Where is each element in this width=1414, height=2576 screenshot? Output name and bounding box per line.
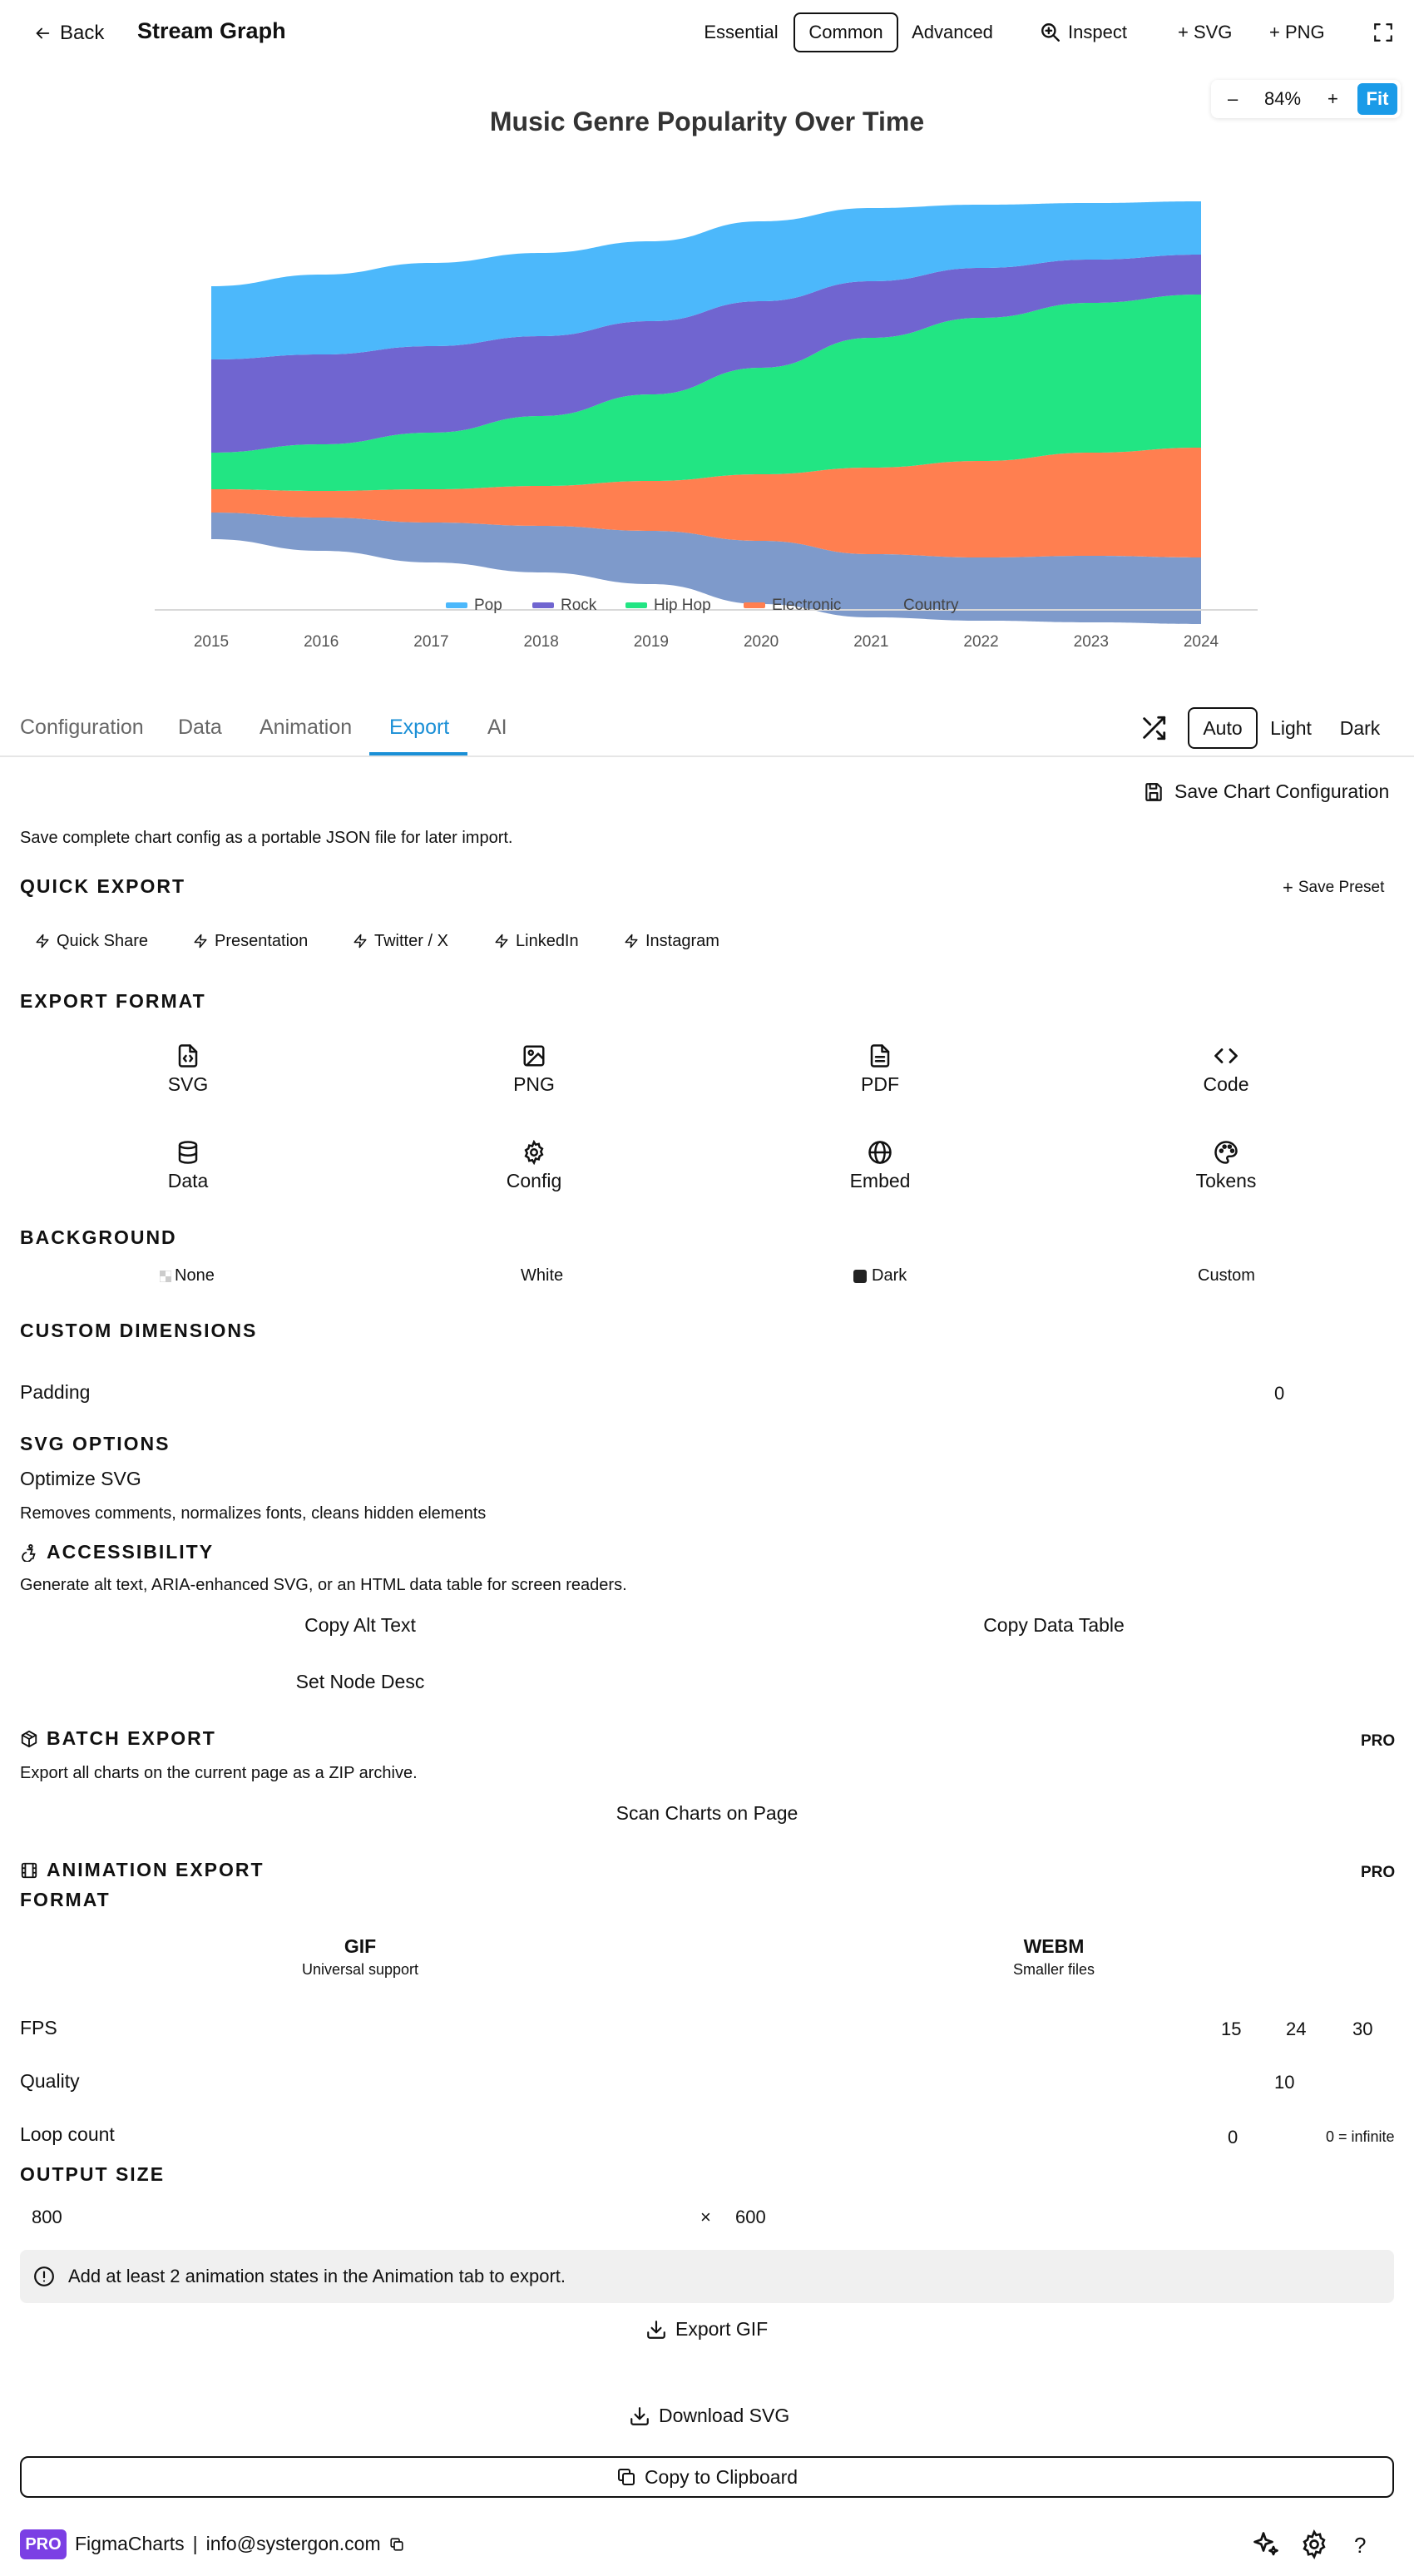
film-icon [20, 1861, 38, 1880]
accessibility-header [20, 1541, 214, 1563]
theme-light[interactable]: Light [1270, 716, 1312, 739]
times-symbol: × [700, 2207, 711, 2227]
gear-icon [1299, 2529, 1329, 2559]
brand-name: FigmaCharts [75, 2533, 185, 2554]
background-none-option[interactable] [160, 1266, 215, 1286]
quick-export-instagram[interactable] [624, 929, 719, 954]
gif-desc: Universal support [301, 1961, 419, 1978]
background-label: None [175, 1266, 215, 1285]
accessibility-desc: Generate alt text, ARIA-enhanced SVG, or an HTML data table for screen readers. [20, 1576, 627, 1594]
format-png-button[interactable] [434, 1043, 634, 1096]
accessibility-heading: ACCESSIBILITY [47, 1541, 215, 1563]
mode-common[interactable]: Common [794, 12, 898, 52]
add-png-button[interactable]: + PNG [1269, 22, 1325, 42]
database-icon [176, 1140, 200, 1165]
batch-export-heading: BATCH EXPORT [47, 1727, 216, 1749]
quick-export-twitter[interactable] [353, 929, 448, 954]
set-node-desc-button[interactable]: Set Node Desc [295, 1671, 425, 1692]
format-label: Code [1203, 1073, 1249, 1095]
footer-brand [75, 2533, 404, 2555]
inspect-label: Inspect [1068, 22, 1127, 42]
background-dark-option[interactable] [853, 1266, 907, 1286]
stream-chart [0, 158, 1414, 666]
zap-icon [494, 933, 509, 949]
x-tick-label: 2015 [193, 633, 230, 651]
fps-option-24[interactable]: 24 [1286, 2019, 1307, 2039]
padding-label: Padding [20, 1381, 91, 1403]
optimize-svg-toggle[interactable]: Optimize SVG [20, 1468, 141, 1489]
loop-count-hint: 0 = infinite [1326, 2128, 1395, 2145]
animation-pro-badge: PRO [1361, 1864, 1396, 1881]
brand-separator: | [192, 2533, 198, 2554]
mode-advanced[interactable]: Advanced [912, 22, 993, 42]
copy-to-clipboard-label: Copy to Clipboard [644, 2465, 798, 2488]
notice-text: Add at least 2 animation states in the Animation tab to export. [68, 2266, 566, 2286]
download-icon [645, 2319, 667, 2341]
export-format-heading: EXPORT FORMAT [20, 990, 206, 1012]
quick-export-heading: QUICK EXPORT [20, 875, 186, 897]
quick-export-label: Quick Share [57, 931, 149, 950]
settings-button[interactable] [1299, 2529, 1329, 2564]
save-config-desc: Save complete chart config as a portable JSON file for later import. [20, 829, 513, 847]
zap-icon [35, 933, 50, 949]
quick-export-linkedin[interactable] [494, 929, 579, 954]
download-svg-button[interactable] [629, 2405, 789, 2427]
zoom-in-button[interactable]: + [1327, 88, 1338, 109]
format-tokens-button[interactable] [1126, 1140, 1326, 1192]
copy-to-clipboard-button[interactable] [20, 2456, 1394, 2498]
svg-options-heading: SVG OPTIONS [20, 1433, 171, 1454]
quick-export-label: LinkedIn [516, 931, 579, 950]
theme-dark[interactable]: Dark [1339, 716, 1381, 739]
output-height-input[interactable]: 600 [735, 2207, 766, 2227]
x-tick-label: 2023 [1073, 633, 1109, 651]
x-tick-label: 2016 [304, 633, 339, 651]
legend-swatch [875, 602, 897, 608]
animation-format-heading: FORMAT [20, 1889, 111, 1910]
webm-label: WEBM [1023, 1935, 1085, 1957]
save-icon [1143, 781, 1164, 803]
package-icon [20, 1730, 38, 1748]
background-label: Dark [872, 1266, 907, 1285]
x-tick-label: 2018 [523, 633, 559, 651]
export-gif-button[interactable] [645, 2318, 768, 2341]
legend-swatch [625, 602, 647, 608]
sparkle-icon [1251, 2529, 1281, 2559]
background-white-option[interactable]: White [521, 1266, 564, 1285]
legend-swatch [532, 602, 554, 608]
format-label: Embed [849, 1170, 911, 1191]
quality-input[interactable]: 10 [1274, 2072, 1295, 2093]
fullscreen-icon [1372, 22, 1394, 43]
tab-data[interactable]: Data [178, 716, 222, 739]
scan-charts-button[interactable]: Scan Charts on Page [616, 1802, 798, 1824]
download-svg-label: Download SVG [659, 2405, 790, 2426]
format-label: Config [506, 1170, 562, 1191]
copy-data-table-button[interactable]: Copy Data Table [983, 1614, 1125, 1636]
batch-export-desc: Export all charts on the current page as a ZIP archive. [20, 1764, 418, 1782]
x-tick-label: 2021 [853, 633, 889, 651]
loop-count-input[interactable]: 0 [1228, 2127, 1238, 2147]
tab-ai[interactable]: AI [487, 716, 507, 739]
inspect-button[interactable] [1040, 15, 1127, 50]
ai-sparkle-button[interactable] [1251, 2529, 1281, 2564]
copy-icon [616, 2467, 636, 2487]
theme-auto[interactable]: Auto [1188, 707, 1258, 749]
mode-essential[interactable]: Essential [704, 22, 779, 42]
x-tick-label: 2020 [743, 633, 779, 651]
tab-export[interactable]: Export [389, 716, 450, 739]
loop-count-label: Loop count [20, 2123, 115, 2145]
chart-title: Music Genre Popularity Over Time [489, 107, 925, 136]
legend-item-hip-hop[interactable] [625, 597, 711, 614]
padding-input[interactable]: 0 [1274, 1383, 1285, 1404]
globe-icon [868, 1140, 892, 1165]
tab-animation[interactable]: Animation [260, 716, 353, 739]
quality-label: Quality [20, 2070, 80, 2092]
zap-icon [193, 933, 208, 949]
gif-label: GIF [344, 1935, 377, 1957]
add-svg-button[interactable]: + SVG [1178, 22, 1233, 42]
contact-email[interactable]: info@systergon.com [205, 2533, 381, 2554]
format-svg-button[interactable] [88, 1043, 288, 1096]
format-data-button[interactable] [88, 1140, 288, 1192]
save-preset-button[interactable] [1283, 877, 1384, 899]
x-tick-label: 2022 [963, 633, 999, 651]
gear-icon [522, 1140, 546, 1165]
fullscreen-button[interactable] [1372, 15, 1394, 50]
code-icon [1214, 1043, 1238, 1068]
accessibility-icon [20, 1543, 38, 1562]
zoom-in-icon [1040, 22, 1061, 43]
copy-icon[interactable] [389, 2537, 404, 2552]
export-gif-label: Export GIF [675, 2318, 769, 2340]
batch-export-header [20, 1727, 216, 1750]
image-icon [522, 1043, 546, 1068]
format-label: PDF [861, 1073, 899, 1095]
back-label: Back [60, 22, 105, 44]
fps-label: FPS [20, 2017, 57, 2039]
format-label: PNG [513, 1073, 555, 1095]
help-button[interactable]: ? [1354, 2533, 1367, 2558]
legend-item-rock[interactable] [532, 597, 597, 614]
x-tick-label: 2024 [1183, 633, 1219, 651]
zoom-level: 84% [1264, 88, 1302, 109]
format-label: Data [167, 1170, 209, 1191]
background-heading: BACKGROUND [20, 1226, 177, 1248]
plus-icon: + [1283, 877, 1293, 898]
download-icon [629, 2405, 650, 2427]
copy-alt-text-button[interactable]: Copy Alt Text [304, 1614, 416, 1636]
palette-icon [1214, 1140, 1238, 1165]
legend-label: Hip Hop [654, 597, 711, 614]
shuffle-button[interactable] [1140, 714, 1168, 746]
top-bar [0, 0, 1414, 67]
quick-export-quick-share[interactable] [35, 929, 148, 954]
fit-button[interactable]: Fit [1357, 83, 1397, 115]
x-tick-label: 2017 [413, 633, 449, 651]
app-title: Stream Graph [137, 18, 286, 43]
zap-icon [353, 933, 368, 949]
legend-swatch [744, 602, 765, 608]
background-custom-option[interactable]: Custom [1198, 1266, 1255, 1285]
quick-export-presentation[interactable] [193, 929, 308, 954]
legend-label: Rock [561, 597, 597, 614]
fps-option-15[interactable]: 15 [1221, 2019, 1242, 2039]
arrow-left-icon [33, 24, 52, 42]
format-embed-button[interactable] [780, 1140, 980, 1192]
output-width-input[interactable]: 800 [32, 2207, 62, 2227]
back-button[interactable] [33, 18, 104, 48]
save-config-button[interactable] [1143, 780, 1389, 803]
legend-label: Country [903, 597, 959, 614]
x-tick-label: 2019 [633, 633, 670, 651]
file-code-icon [176, 1043, 200, 1068]
legend-label: Pop [474, 597, 502, 614]
shuffle-icon [1140, 714, 1168, 742]
info-icon [33, 2266, 55, 2287]
checker-icon [160, 1271, 171, 1282]
output-size-heading: OUTPUT SIZE [20, 2163, 166, 2185]
legend-item-pop[interactable] [446, 597, 502, 614]
legend-swatch [446, 602, 467, 608]
webm-desc: Smaller files [1012, 1961, 1095, 1978]
dark-swatch-icon [853, 1270, 867, 1283]
animation-export-header [20, 1859, 265, 1881]
zoom-out-button[interactable]: – [1228, 88, 1238, 109]
format-label: SVG [167, 1073, 209, 1095]
legend-label: Electronic [772, 597, 842, 614]
quick-export-label: Twitter / X [374, 931, 448, 950]
format-pdf-button[interactable] [780, 1043, 980, 1096]
pro-badge[interactable]: PRO [20, 2529, 67, 2559]
quick-export-label: Presentation [215, 931, 309, 950]
animation-notice [20, 2250, 1394, 2303]
zap-icon [624, 933, 639, 949]
custom-dimensions-heading: CUSTOM DIMENSIONS [20, 1320, 258, 1341]
format-label: Tokens [1195, 1170, 1257, 1191]
active-tab-indicator [369, 752, 467, 755]
format-code-button[interactable] [1126, 1043, 1326, 1096]
tab-configuration[interactable]: Configuration [20, 716, 144, 739]
save-preset-label: Save Preset [1298, 879, 1385, 896]
format-gif-option[interactable] [20, 1935, 700, 1979]
format-webm-option[interactable] [714, 1935, 1394, 1979]
quick-export-label: Instagram [645, 931, 719, 950]
fps-option-30[interactable]: 30 [1352, 2019, 1373, 2039]
save-config-label: Save Chart Configuration [1174, 780, 1390, 802]
file-text-icon [868, 1043, 892, 1068]
format-config-button[interactable] [434, 1140, 634, 1192]
batch-pro-badge: PRO [1361, 1732, 1396, 1750]
optimize-svg-desc: Removes comments, normalizes fonts, cleans hidden elements [20, 1504, 487, 1523]
animation-export-heading: ANIMATION EXPORT [47, 1859, 265, 1880]
